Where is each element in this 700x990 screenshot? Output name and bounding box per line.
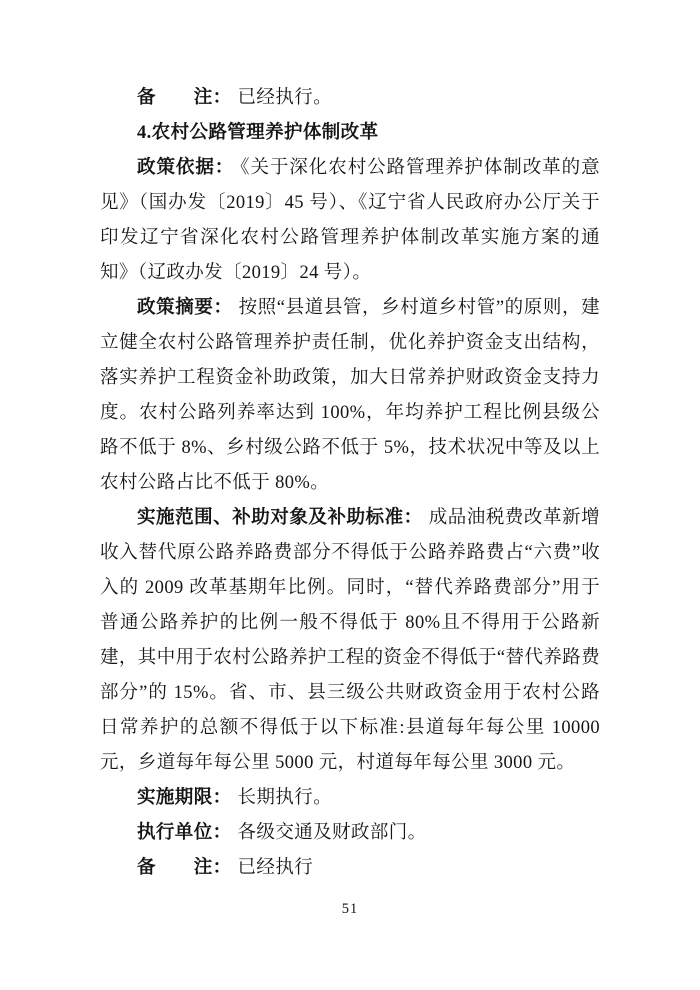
policy-basis-text: 《关于深化农村公路管理养护体制改革的意见》（国办发〔2019〕45 号）、《辽宁省人民政府办公厅关于印发辽宁省深化农村公路管理养护体制改革实施方案的通知》（辽政办发〔2019〕24 号）。 [100,158,600,283]
policy-basis-label: 政策依据： [137,158,235,178]
note-top-label: 备 注： [137,88,232,108]
paragraph-note-bottom [100,851,600,886]
paragraph-scope-subsidy [100,501,600,781]
executing-unit-text: 各级交通及财政部门。 [237,823,427,843]
page-number: 51 [341,901,359,917]
paragraph-policy-basis [100,151,600,291]
paragraph-note-top [100,81,600,116]
note-bottom-text: 已经执行 [237,858,314,878]
note-top-text: 已经执行。 [237,88,333,108]
scope-subsidy-label: 实施范围、补助对象及补助标准： [137,508,423,528]
executing-unit-label: 执行单位： [137,823,232,843]
paragraph-policy-summary [100,291,600,501]
note-bottom-label: 备 注： [137,858,232,878]
page-content [100,81,600,886]
scope-subsidy-text: 成品油税费改革新增收入替代原公路养路费部分不得低于公路养路费占“六费”收入的 2009 改革基期年比例。同时，“替代养路费部分”用于普通公路养护的比例一般不得低于 80%且不得用于公路新建，其中用于农村公路养护工程的资金不得低于“替代养路费部分”的 15%。省、市、县三级公共财政资金用于农村公路日常养护的总额不得低于以下标准:县道每年每公里 10000 元，乡道每年每公里 5000 元，村道每年每公里 3000 元。 [100,508,601,773]
implementation-period-text: 长期执行。 [237,788,333,808]
policy-summary-text: 按照“县道县管，乡村道乡村管”的原则，建立健全农村公路管理养护责任制，优化养护资金支出结构，落实养护工程资金补助政策，加大日常养护财政资金支持力度。农村公路列养率达到 100%，年均养护工程比例县级公路不低于 8%、乡村级公路不低于 5%，技术状况中等及以上农村公路占比不低于 80%。 [100,298,600,493]
policy-summary-label: 政策摘要： [137,298,233,318]
paragraph-executing-unit [100,816,600,851]
paragraph-implementation-period [100,781,600,816]
implementation-period-label: 实施期限： [137,788,232,808]
section-heading: 4.农村公路管理养护体制改革 [137,123,379,143]
